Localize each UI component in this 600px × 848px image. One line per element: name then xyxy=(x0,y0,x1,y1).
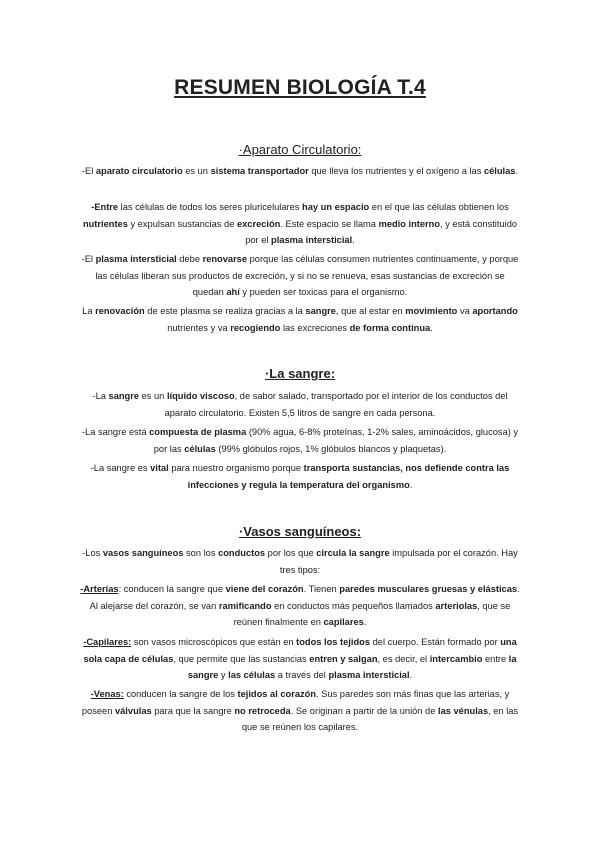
bold-text: - xyxy=(91,202,95,212)
paragraph xyxy=(80,388,520,421)
text-run: (99% glóbulos rojos, 1% glóbulos blancos y plaquetas). xyxy=(215,443,447,454)
bold-text: movimiento xyxy=(405,306,458,316)
text-run: para que la sangre xyxy=(151,705,235,716)
bold-text: intercambio xyxy=(429,653,483,664)
bold-text: excreción xyxy=(236,218,281,229)
text-run: en el que las células obtienen los xyxy=(369,202,509,212)
text-run: y pueden ser toxicas para el organismo. xyxy=(239,287,408,297)
bold-text: tejidos al corazón xyxy=(237,689,317,699)
bold-text: nutrientes xyxy=(82,218,128,229)
bold-text: recogiendo xyxy=(230,322,281,333)
paragraph xyxy=(80,581,520,631)
paragraph xyxy=(80,251,520,301)
paragraph xyxy=(80,303,520,336)
paragraph xyxy=(80,545,520,578)
text-run: porque las células consumen nutrientes continuamente, y porque las células liberan sus productos de excreción, y si no se renueva, esas sustancias de excreción se quedan xyxy=(95,254,519,297)
text-run: , es decir, el xyxy=(377,653,430,664)
text-run: son los xyxy=(183,548,219,558)
text-run: -El xyxy=(81,166,96,176)
bold-text: renovación xyxy=(95,306,145,316)
text-run: que lleva los nutrientes y el oxígeno a las xyxy=(308,166,484,176)
text-run: La xyxy=(82,306,96,316)
text-run: entre xyxy=(482,653,509,664)
bold-text: transporta sustancias, nos defiende contra las infecciones y regula la temperatura del organismo xyxy=(187,463,510,490)
text-run: son vasos microscópicos que están en xyxy=(131,637,297,647)
text-run: , en las que se reúnen los capilares. xyxy=(241,705,519,732)
text-run: nutrientes y va xyxy=(167,322,231,333)
bold-text: la sangre xyxy=(187,653,517,680)
text-run: y xyxy=(218,670,229,680)
text-run: , que permite que las sustancias xyxy=(173,653,310,664)
bold-text: sistema transportador xyxy=(210,166,309,176)
bold-text: aportando xyxy=(472,306,518,316)
text-run: va xyxy=(457,306,473,316)
paragraph xyxy=(80,634,520,684)
section-heading-aparato: ·Aparato Circulatorio: xyxy=(238,142,362,157)
text-run: : conducen la sangre que xyxy=(118,584,226,594)
text-run: conducen la sangre de los xyxy=(123,689,238,699)
bold-text: vital xyxy=(150,463,169,473)
bold-text: Entre xyxy=(94,202,119,212)
bold-text: conductos xyxy=(218,548,266,558)
bold-text: medio interno xyxy=(378,218,441,229)
bold-text: las vénulas xyxy=(438,705,489,716)
text-run: para nuestro organismo porque xyxy=(168,463,304,473)
text-run: del cuerpo. Están formado por xyxy=(370,637,501,647)
text-run: . xyxy=(409,670,413,680)
text-run: las células de todos los seres pluricelulares xyxy=(118,202,303,212)
text-run: . Tienen xyxy=(303,584,340,594)
text-run: . xyxy=(352,235,355,245)
text-run: . xyxy=(515,166,519,176)
bold-text: plasma intersticial xyxy=(95,254,177,264)
text-run: es un xyxy=(182,166,211,176)
bold-text: ramificando xyxy=(218,600,272,611)
paragraph xyxy=(80,424,520,457)
text-run: -El xyxy=(81,254,96,264)
text-run: . Este espacio se llama xyxy=(280,218,379,229)
text-run: las excreciones xyxy=(280,322,350,333)
bold-text: aparato circulatorio xyxy=(95,166,183,176)
bold-text: ahí xyxy=(226,287,240,297)
section-heading-sangre: ·La sangre: xyxy=(264,366,336,381)
text-run: es un xyxy=(139,391,167,401)
bold-text: células xyxy=(483,166,516,176)
text-run: de este plasma se realiza gracias a la xyxy=(144,306,306,316)
bold-text: todos los tejidos xyxy=(296,637,371,647)
text-run: y expulsan sustancias de xyxy=(127,218,237,229)
bold-text: de forma continua xyxy=(349,322,431,333)
text-run: -La sangre es xyxy=(90,463,151,473)
bold-text: plasma intersticial xyxy=(271,235,353,245)
page-title: RESUMEN BIOLOGÍA T.4 xyxy=(174,76,426,99)
text-run: , de sabor salado, transportado por el interior de los conductos del aparato circulatorio. Existen 5,5 litros de sangre en cada persona. xyxy=(164,391,508,418)
bold-text: -Capilares: xyxy=(83,637,132,647)
bold-text: vasos sanguíneos xyxy=(102,548,184,558)
text-run: . Sus paredes son más finas que las arterias, y poseen xyxy=(81,689,510,716)
text-run: . xyxy=(363,617,367,627)
bold-text: -Venas: xyxy=(90,689,124,699)
bold-text: viene del corazón xyxy=(225,584,304,594)
text-run: , que al estar en xyxy=(335,306,406,316)
bold-text: entren y salgan xyxy=(309,653,378,664)
text-run: -Los xyxy=(82,548,103,558)
bold-text: renovarse xyxy=(202,254,248,264)
paragraph xyxy=(80,686,520,736)
bold-text: válvulas xyxy=(114,705,152,716)
text-run: . xyxy=(409,479,413,490)
text-run: -La xyxy=(92,391,109,401)
bold-text: plasma intersticial xyxy=(328,670,410,680)
text-run: . Al alejarse del corazón, se van xyxy=(89,584,520,611)
text-run: por los que xyxy=(265,548,317,558)
text-run: , y está constituido por el xyxy=(245,218,518,245)
bold-text: células xyxy=(184,443,216,454)
text-run: . Se originan a partir de la unión de xyxy=(290,705,438,716)
section-heading-vasos: ·Vasos sanguíneos: xyxy=(238,524,362,539)
paragraph xyxy=(80,460,520,493)
bold-text: una sola capa de células xyxy=(83,637,517,664)
text-run: -La sangre está xyxy=(81,427,150,437)
text-run: debe xyxy=(176,254,203,264)
text-run: . xyxy=(430,322,433,333)
bold-text: compuesta de plasma xyxy=(149,427,247,437)
text-run: (90% agua, 6-8% proteínas, 1-2% sales, aminoácidos, glucosa) y por las xyxy=(153,427,519,454)
bold-text: -Arterias xyxy=(80,584,119,594)
bold-text: las células xyxy=(228,670,276,680)
bold-text: líquido viscoso xyxy=(166,391,235,401)
bold-text: capilares xyxy=(323,617,364,627)
paragraph xyxy=(80,199,520,249)
text-run: impulsada por el corazón. Hay tres tipos: xyxy=(279,548,518,575)
bold-text: no retroceda xyxy=(234,705,291,716)
bold-text: sangre xyxy=(108,391,140,401)
bold-text: circula la sangre xyxy=(316,548,390,558)
text-run: en conductos más pequeños llamados xyxy=(271,600,436,611)
bold-text: arteriolas xyxy=(435,600,478,611)
paragraph xyxy=(80,163,520,180)
bold-text: paredes musculares gruesas y elásticas xyxy=(339,584,518,594)
text-run: a través del xyxy=(275,670,329,680)
bold-text: sangre xyxy=(305,306,336,316)
bold-text: hay un espacio xyxy=(302,202,370,212)
text-run: , que se reúnen finalmente en xyxy=(233,600,511,627)
